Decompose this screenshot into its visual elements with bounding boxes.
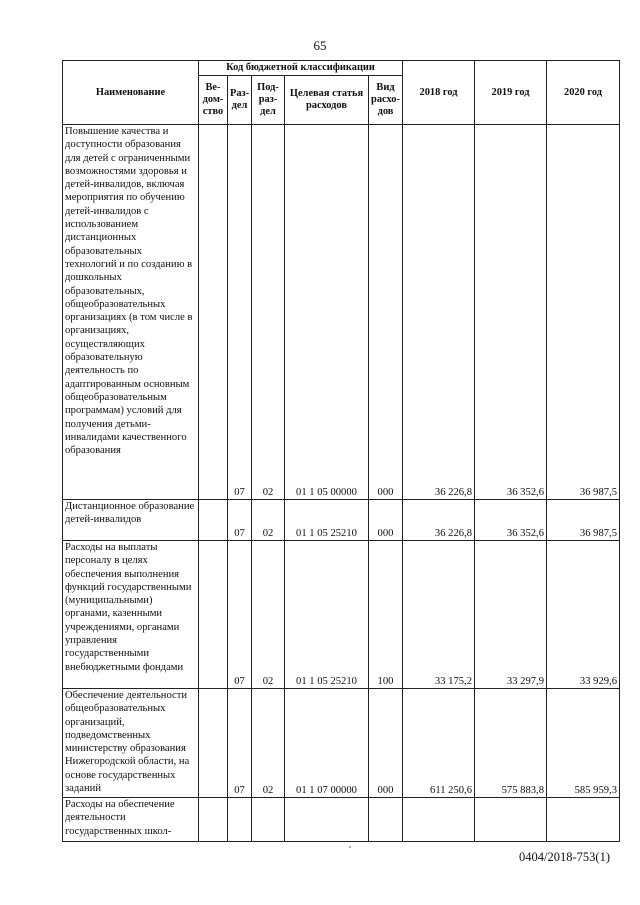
header-vid: Вид расхо- дов [369,76,403,125]
row-podrazdel [252,798,285,842]
row-vid: 100 [369,541,403,689]
row-2019: 575 883,8 [475,689,547,798]
row-2018: 33 175,2 [403,541,475,689]
row-ved [199,689,228,798]
table-row [63,125,620,500]
row-vid: 000 [369,689,403,798]
row-ved [199,125,228,500]
header-name: Наименование [63,61,199,125]
document-code: 0404/2018-753(1) [519,850,610,864]
row-celevaya: 01 1 07 00000 [285,689,369,798]
row-2020: 36 987,5 [547,500,620,541]
table-row [63,798,620,842]
row-ved [199,541,228,689]
header-razdel: Раз- дел [228,76,252,125]
row-podrazdel: 02 [252,541,285,689]
row-2020 [547,798,620,842]
row-2020: 585 959,3 [547,689,620,798]
table-row [63,689,620,798]
table-row [63,500,620,541]
header-2019: 2019 год [475,61,547,125]
row-ved [199,798,228,842]
row-vid: 000 [369,125,403,500]
row-name: Обеспечение деятельности общеобразовательных организаций, подведомственных министерству образования Нижегородской области, на основе государственных заданий [63,689,199,798]
header-celevaya: Целевая статья расходов [285,76,369,125]
row-2018: 36 226,8 [403,125,475,500]
header-2018: 2018 год [403,61,475,125]
row-2018: 611 250,6 [403,689,475,798]
row-razdel: 07 [228,500,252,541]
row-celevaya [285,798,369,842]
scan-speck [349,846,351,848]
row-vid [369,798,403,842]
row-2020: 36 987,5 [547,125,620,500]
header-vedomstvo: Ве- дом- ство [199,76,228,125]
row-2019: 36 352,6 [475,500,547,541]
row-podrazdel: 02 [252,500,285,541]
row-name: Расходы на выплаты персоналу в целях обеспечения выполнения функций государственными (муниципальными) органами, казенными учреждениями, органами управления государственными внебюджетными фондами [63,541,199,689]
row-podrazdel: 02 [252,689,285,798]
row-podrazdel: 02 [252,125,285,500]
row-name: Дистанционное образование детей-инвалидов [63,500,199,541]
row-2019: 33 297,9 [475,541,547,689]
row-name: Повышение качества и доступности образования для детей с ограниченными возможностями здоровья и детей-инвалидов, включая мероприятия по обучению детей-инвалидов с использованием дистанционных образовательных технологий и по созданию в дошкольных образовательных, общеобразовательных организациях (в том числе в организациях, осуществляющих образовательную деятельность по адаптированным основным общеобразовательным программам) условий для получения детьми-инвалидами качественного образования [63,125,199,500]
row-2020: 33 929,6 [547,541,620,689]
row-celevaya: 01 1 05 00000 [285,125,369,500]
page-number: 65 [313,38,327,53]
header-2020: 2020 год [547,61,620,125]
row-celevaya: 01 1 05 25210 [285,500,369,541]
table-row [63,541,620,689]
row-razdel: 07 [228,541,252,689]
row-2018: 36 226,8 [403,500,475,541]
row-2018 [403,798,475,842]
row-name: Расходы на обеспечение деятельности государственных школ- [63,798,199,842]
header-code-group: Код бюджетной классификации [199,61,403,76]
header-podrazdel: Под- раз- дел [252,76,285,125]
budget-table [62,60,620,842]
row-vid: 000 [369,500,403,541]
row-razdel [228,798,252,842]
row-2019 [475,798,547,842]
row-ved [199,500,228,541]
row-celevaya: 01 1 05 25210 [285,541,369,689]
row-razdel: 07 [228,689,252,798]
row-razdel: 07 [228,125,252,500]
row-2019: 36 352,6 [475,125,547,500]
